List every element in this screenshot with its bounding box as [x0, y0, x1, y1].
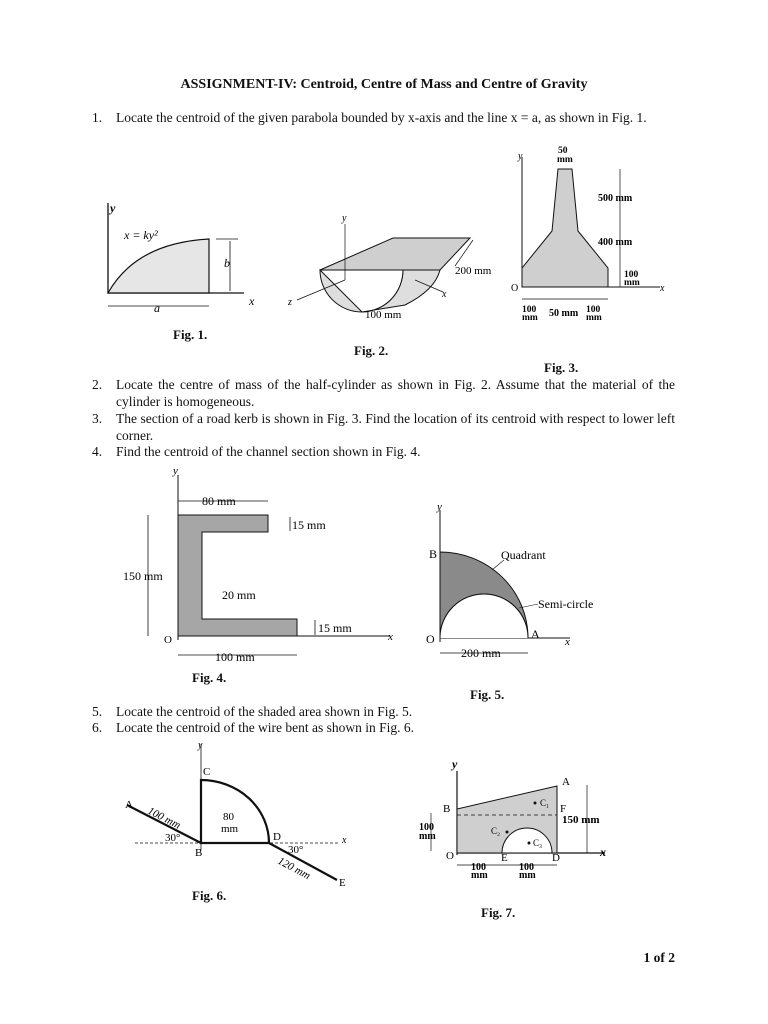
fig3-caption: Fig. 3.	[544, 360, 579, 375]
fig7-w1-unit: mm	[471, 870, 488, 881]
figure-6	[115, 740, 355, 890]
fig5-b-label: B	[429, 547, 438, 561]
fig7-e-label: E	[501, 852, 508, 864]
fig4-t15b-label: 15 mm	[318, 621, 352, 635]
fig3-h500-label: 500 mm	[598, 193, 633, 204]
fig7-b-label: B	[443, 803, 451, 815]
fig5-caption: Fig. 5.	[470, 687, 505, 702]
fig4-x-label: x	[388, 631, 393, 643]
fig7-h150-label: 150 mm	[562, 814, 600, 826]
fig3-b3-unit: mm	[586, 313, 602, 323]
question-2: 2. Locate the centre of mass of the half-cylinder as shown in Fig. 2. Assume that the material of the cylinder is homogeneous.	[92, 377, 675, 409]
page-title: ASSIGNMENT-IV: Centroid, Centre of Mass and Centre of Gravity	[180, 77, 588, 92]
fig7-h100-value: 100	[419, 822, 434, 833]
fig3-h100-unit: mm	[624, 278, 640, 288]
fig7-c1-label: C₁	[540, 798, 550, 808]
fig7-x-label: x	[600, 845, 606, 859]
fig6-l100-label: 100 mm	[145, 804, 183, 832]
fig6-angle2: 30°	[288, 844, 304, 856]
fig3-y-label: y	[518, 151, 523, 162]
fig3-origin: O	[511, 283, 519, 294]
fig1-y-label: y	[110, 201, 116, 215]
fig4-caption: Fig. 4.	[192, 670, 227, 685]
fig4-origin: O	[164, 634, 172, 646]
fig6-r80-value: 80	[223, 811, 234, 823]
fig3-b2-label: 50 mm	[549, 308, 579, 319]
fig5-quadrant-label: Quadrant	[501, 548, 546, 562]
fig6-x-label: x	[342, 835, 347, 846]
fig1-b-label: b	[224, 256, 230, 270]
figure-3	[510, 145, 670, 325]
fig3-top-unit: mm	[557, 155, 573, 165]
question-1: 1. Locate the centroid of the given parabola bounded by x-axis and the line x = a, as shown in Fig. 1.	[92, 110, 647, 125]
fig7-a-label: A	[562, 776, 570, 788]
fig4-h150-label: 150 mm	[123, 569, 163, 583]
fig3-b1-unit: mm	[522, 313, 538, 323]
figure-5	[420, 500, 620, 665]
fig2-caption: Fig. 2.	[354, 343, 389, 358]
fig2-length-label: 200 mm	[455, 265, 492, 277]
fig7-c2-label: C₂	[491, 826, 501, 836]
fig1-caption: Fig. 1.	[173, 327, 208, 342]
fig2-x-label: x	[442, 289, 447, 300]
fig5-w200-label: 200 mm	[461, 646, 501, 660]
fig3-x-label: x	[660, 283, 665, 294]
fig3-h100-value: 100	[624, 270, 639, 280]
fig7-origin: O	[446, 850, 454, 862]
figure-1	[96, 195, 266, 320]
fig3-b3-value: 100	[586, 305, 601, 315]
fig1-a-label: a	[154, 301, 160, 315]
fig7-f-label: F	[560, 803, 567, 815]
fig6-y-label: y	[198, 740, 203, 751]
fig5-semicircle-label: Semi-circle	[538, 597, 594, 611]
fig5-a-label: A	[531, 627, 540, 641]
fig4-w100-label: 100 mm	[215, 650, 255, 664]
fig2-y-label: y	[342, 213, 347, 224]
fig1-equation: x = ky²	[124, 228, 158, 242]
question-3: 3. The section of a road kerb is shown in Fig. 3. Find the location of its centroid with respect to lower left corner.	[92, 411, 675, 443]
figure-2	[285, 210, 500, 325]
question-5: 5. Locate the centroid of the shaded area shown in Fig. 5.	[92, 704, 413, 719]
fig6-e-label: E	[339, 877, 346, 889]
fig7-c3-label: C₃	[533, 838, 543, 848]
fig3-h400-label: 400 mm	[598, 237, 633, 248]
question-4: 4. Find the centroid of the channel section shown in Fig. 4.	[92, 444, 421, 459]
fig6-d-label: D	[273, 831, 281, 843]
fig5-origin: O	[426, 632, 435, 646]
page-number: 1 of 2	[643, 950, 675, 965]
fig7-w2-unit: mm	[519, 870, 536, 881]
fig6-a-label: A	[125, 799, 133, 811]
figure-4	[120, 465, 400, 670]
fig3-b1-value: 100	[522, 305, 537, 315]
fig2-radius-label: 100 mm	[365, 309, 402, 321]
fig7-caption: Fig. 7.	[481, 905, 516, 920]
fig4-y-label: y	[173, 465, 178, 477]
fig7-w1-value: 100	[471, 862, 486, 873]
fig7-h100-unit: mm	[419, 831, 436, 842]
figure-7	[415, 755, 615, 885]
fig6-caption: Fig. 6.	[192, 888, 227, 903]
fig7-y-label: y	[452, 757, 458, 771]
fig7-d-label: D	[552, 852, 560, 864]
question-6: 6. Locate the centroid of the wire bent as shown in Fig. 6.	[92, 720, 415, 735]
fig7-w2-value: 100	[519, 862, 534, 873]
fig4-t20-label: 20 mm	[222, 588, 256, 602]
fig2-z-label: z	[288, 297, 292, 308]
fig4-t15a-label: 15 mm	[292, 518, 326, 532]
fig6-r80-unit: mm	[221, 823, 239, 835]
fig6-b-label: B	[195, 847, 203, 859]
fig1-x-label: x	[249, 294, 255, 308]
fig6-angle1: 30°	[165, 832, 181, 844]
fig4-w80-label: 80 mm	[202, 494, 236, 508]
fig6-c-label: C	[203, 766, 211, 778]
fig6-l120-label: 120 mm	[275, 855, 313, 883]
fig3-top-value: 50	[558, 146, 568, 156]
fig5-y-label: y	[437, 501, 442, 513]
fig5-x-label: x	[565, 636, 570, 648]
